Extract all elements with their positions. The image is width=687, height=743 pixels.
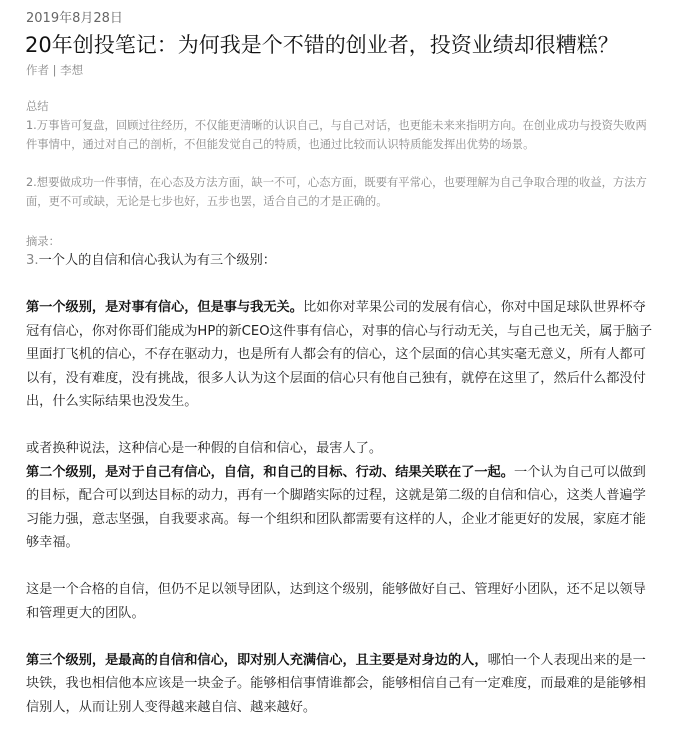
excerpt-label: 摘录： (26, 235, 60, 248)
level-2-note: 这是一个合格的自信，但仍不足以领导团队，达到这个级别，能够做好自己、管理好小团队，还不足以领导和管理更大的团队。 (26, 582, 646, 621)
level-2-heading: 第二个级别，是对于自己有信心，自信，和自己的目标、行动、结果关联在了一起。 (26, 464, 514, 480)
summary-heading: 总结 (26, 100, 49, 113)
summary-point-1: 1.万事皆可复盘，回顾过往经历，不仅能更清晰的认识自己，与自己对话，也更能未来来指明方向。在创业成功与投资失败两件事情中，通过对自己的剖析，不但能发觉自己的特质，也通过比较而认识特质能发挥出优势的场景。 (26, 119, 647, 151)
publish-date: 2019年8月28日 (26, 11, 123, 26)
level-3-heading: 第三个级别，是最高的自信和信心，即对别人充满信心，且主要是对身边的人， (26, 652, 488, 668)
level-3-paragraph (26, 649, 654, 720)
level-2-paragraph (26, 461, 654, 555)
summary-point-2: 2.想要做成功一件事情，在心态及方法方面，缺一不可，心态方面，既要有平常心，也要理解为自己争取合理的收益，方法方面，更不可或缺，无论是七步也好，五步也罢，适合自己的才是正确的。 (26, 176, 647, 208)
level-3-text: 哪怕一个人表现出来的是一块铁，我也相信他本应该是一块金子。能够相信事情谁都会，能够相信自己有一定难度，而最难的是能够相信别人，从而让别人变得越来越自信、越来越好。 (26, 652, 646, 715)
level-1-note: 或者换种说法，这种信心是一种假的自信和信心，最害人了。 (26, 441, 383, 456)
level-2-text: 一个认为自己可以做到的目标，配合可以到达目标的动力，再有一个脚踏实际的过程，这就是第二级的自信和信心，这类人普遍学习能力强，意志坚强，自我要求高。每一个组织和团队都需要有这样的人，企业才能更好的发展，家庭才能够幸福。 (26, 464, 646, 550)
level-1-text: 比如你对苹果公司的发展有信心，你对中国足球队世界杯夺冠有信心，你对你哥们能成为HP的新CEO这件事有信心，对事的信心与行动无关，与自己也无关，属于脑子里面打飞机的信心，不存在驱动力，也是所有人都会有的信心，这个层面的信心其实毫无意义，所有人都可以有，没有难度，没有挑战，很多人认为这个层面的信心只有他自己独有，就停在这里了，然后什么都没付出，什么实际结果也没发生。 (26, 300, 653, 409)
intro-number: 3. (26, 253, 39, 268)
excerpt-intro (26, 249, 654, 273)
author-line: 作者 | 李想 (26, 63, 84, 77)
excerpt-body (26, 249, 654, 719)
intro-text: 一个人的自信和信心我认为有三个级别： (38, 253, 276, 268)
level-1-paragraph (26, 296, 654, 414)
article-title: 20年创投笔记：为何我是个不错的创业者，投资业绩却很糟糕？ (25, 33, 619, 57)
level-1-heading: 第一个级别，是对事有信心，但是事与我无关。 (26, 300, 303, 315)
summary-section (26, 97, 656, 211)
